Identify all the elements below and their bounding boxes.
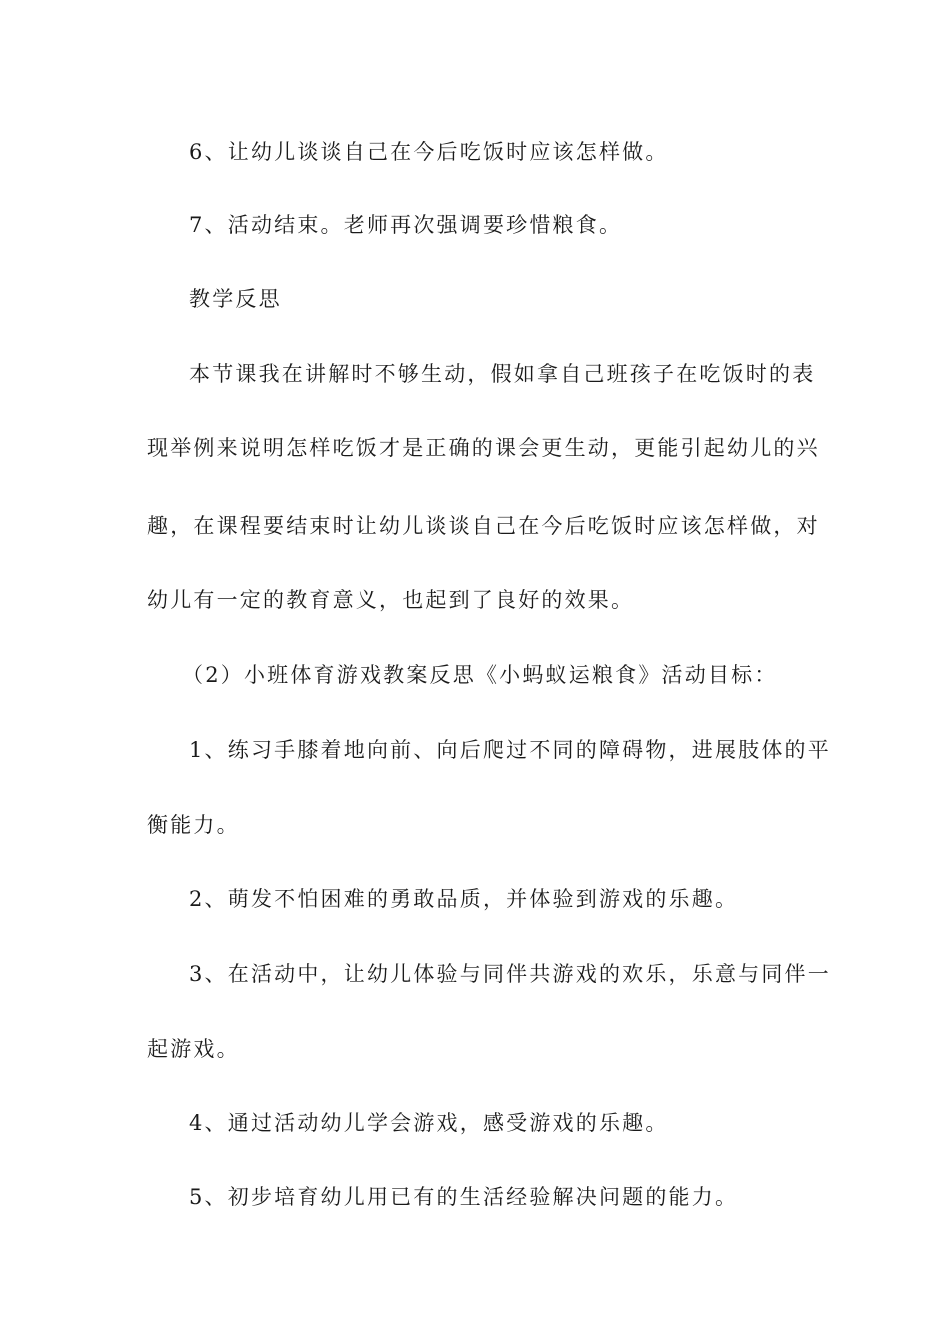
paragraph-line: 幼儿有一定的教育意义，也起到了良好的效果。 [147,588,635,612]
paragraph-line: 本节课我在讲解时不够生动，假如拿自己班孩子在吃饭时的表 [189,362,816,386]
goal-line-4: 4、通过活动幼儿学会游戏，感受游戏的乐趣。 [189,1111,669,1135]
paragraph-line: 现举例来说明怎样吃饭才是正确的课会更生动，更能引起幼儿的兴 [147,436,820,460]
text-line-step-6: 6、让幼儿谈谈自己在今后吃饭时应该怎样做。 [189,140,669,164]
goal-line-1-continued: 衡能力。 [147,813,240,837]
goal-line-1: 1、练习手膝着地向前、向后爬过不同的障碍物，进展肢体的平 [189,738,831,762]
goal-line-2: 2、萌发不怕困难的勇敢品质，并体验到游戏的乐趣。 [189,887,739,911]
paragraph-line: 趣，在课程要结束时让幼儿谈谈自己在今后吃饭时应该怎样做，对 [147,514,820,538]
goal-line-3-continued: 起游戏。 [147,1037,240,1061]
section-heading-lesson-2: （2）小班体育游戏教案反思《小蚂蚁运粮食》活动目标： [182,663,778,687]
text-line-step-7: 7、活动结束。老师再次强调要珍惜粮食。 [189,213,623,237]
section-heading-reflection: 教学反思 [189,287,282,311]
goal-line-5: 5、初步培育幼儿用已有的生活经验解决问题的能力。 [189,1185,739,1209]
goal-line-3: 3、在活动中，让幼儿体验与同伴共游戏的欢乐，乐意与同伴一 [189,962,831,986]
